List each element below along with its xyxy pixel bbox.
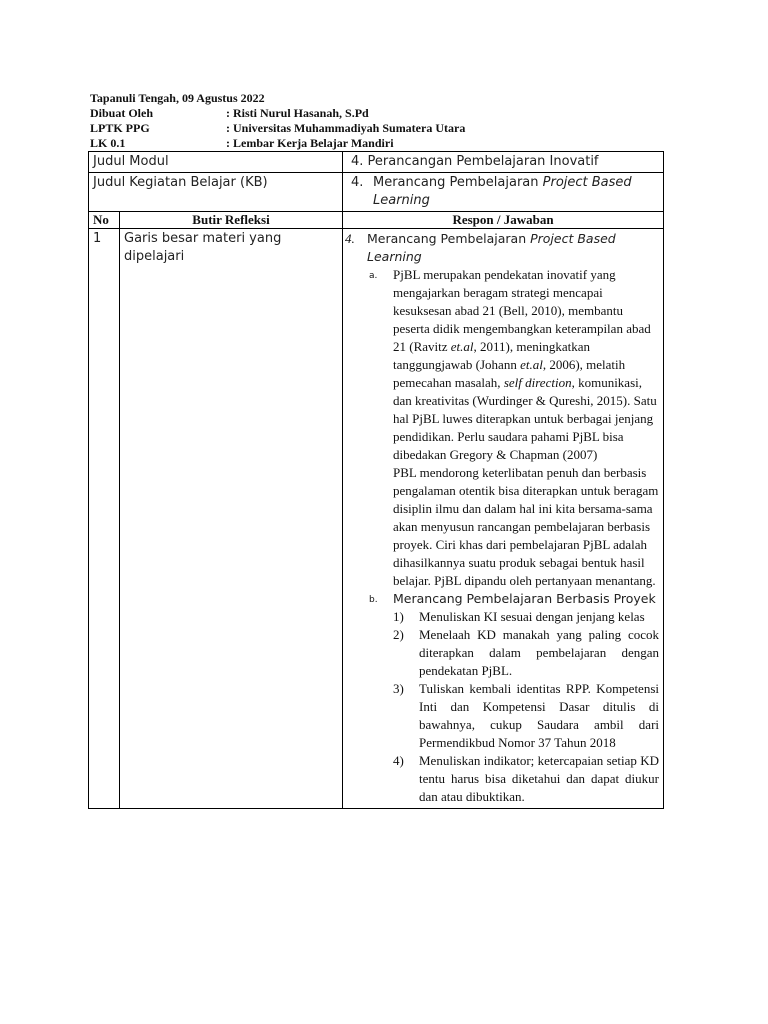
subsection-b <box>369 590 659 806</box>
kb-row <box>89 173 664 212</box>
row-number: 1 <box>89 229 120 809</box>
kb-value-italic: Project Based Learning <box>373 175 632 208</box>
list-item <box>393 680 659 752</box>
text-run: PjBL merupakan pendekatan inovatif yang mengajarkan beragam strategi mencapai kesuksesan abad 21 (Bell, 2010), membantu peserta didik mengembangkan keterampilan abad 21 (Ravitz <box>393 267 651 354</box>
modul-value: Perancangan Pembelajaran Inovatif <box>367 154 599 169</box>
kb-value-cell <box>343 173 664 212</box>
text-run-italic: et.al <box>520 357 543 372</box>
text-run-italic: self direction <box>503 375 572 390</box>
place-date: Tapanuli Tengah, 09 Agustus 2022 <box>90 91 265 105</box>
modul-value-cell <box>343 152 664 173</box>
header-row-lptk <box>90 121 465 136</box>
section-title-italic: Project Based Learning <box>367 231 616 264</box>
head-no: No <box>89 212 120 229</box>
list-item <box>393 626 659 680</box>
subsection-b-title: Merancang Pembelajaran Berbasis Proyek <box>393 591 656 606</box>
reflection-table <box>88 151 664 809</box>
list-item-number: 1) <box>393 609 404 624</box>
row-butir: Garis besar materi yang dipelajari <box>120 229 343 809</box>
list-item <box>393 752 659 806</box>
paragraph-pjbl <box>393 266 659 464</box>
header-key: LK 0.1 <box>90 136 126 150</box>
header-row-author <box>90 106 465 121</box>
kb-number: 4. <box>351 175 364 190</box>
subsection-b-marker: b. <box>369 595 378 605</box>
list-item-text: Tuliskan kembali identitas RPP. Kompetensi Inti dan Kompetensi Dasar ditulis di bawahnya, cukup Saudara ambil dari Permendikbud Nomor 37 Tahun 2018 <box>419 681 660 750</box>
table-head-row <box>89 212 664 229</box>
kb-value-plain: Merancang Pembelajaran <box>373 175 543 190</box>
document-header <box>90 91 465 151</box>
head-butir: Butir Refleksi <box>120 212 343 229</box>
kb-label: Judul Kegiatan Belajar (KB) <box>89 173 343 212</box>
section-heading <box>345 230 659 266</box>
section-number: 4. <box>345 231 355 246</box>
modul-number: 4. <box>351 154 364 169</box>
header-value: : Risti Nurul Hasanah, S.Pd <box>226 106 369 120</box>
list-item <box>393 608 659 626</box>
header-key: Dibuat Oleh <box>90 106 154 120</box>
list-item-text: Menuliskan KI sesuai dengan jenjang kelas <box>419 609 645 624</box>
text-run: , 2006), melatih pemecahan masalah, <box>393 357 626 390</box>
row-respon <box>343 229 664 809</box>
list-item-text: Menelaah KD manakah yang paling cocok diterapkan dalam pembelajaran dengan pendekatan PjBL. <box>419 627 660 678</box>
subsection-a-marker: a. <box>369 271 378 281</box>
modul-row <box>89 152 664 173</box>
list-item-number: 3) <box>393 681 404 696</box>
list-item-text: Menuliskan indikator; ketercapaian setiap KD tentu harus bisa diketahui dan dapat diukur dan atau dibuktikan. <box>419 753 660 804</box>
list-item-number: 4) <box>393 753 404 768</box>
list-item-number: 2) <box>393 627 404 642</box>
header-row-lk <box>90 136 465 151</box>
table-row <box>89 229 664 809</box>
text-run-italic: et.al <box>450 339 474 354</box>
head-respon: Respon / Jawaban <box>343 212 664 229</box>
paragraph-pbl: PBL mendorong keterlibatan penuh dan berbasis pengalaman otentik bisa diterapkan untuk beragam disiplin ilmu dan dalam hal ini kita bersama-sama akan menyusun rancangan pembelajaran berbasis proyek. Ciri khas dari pembelajaran PjBL adalah dihasilkannya suatu produk sebagai bentuk hasil belajar. PjBL dipandu oleh pertanyaan menantang. <box>393 465 659 588</box>
text-run: , 2011), meningkatkan tanggungjawab (Johann <box>393 339 591 372</box>
text-run: , komunikasi, dan kreativitas (Wurdinger & Qureshi, 2015). Satu hal PjBL luwes diterapkan untuk berbagai jenjang pendidikan. Perlu saudara pahami PjBL bisa dibedakan Gregory & Chapman (2007) <box>393 375 657 462</box>
header-key: LPTK PPG <box>90 121 150 135</box>
section-title-plain: Merancang Pembelajaran <box>367 231 531 246</box>
step-list <box>393 608 659 806</box>
subsection-a <box>369 266 659 590</box>
header-value: : Lembar Kerja Belajar Mandiri <box>226 136 394 150</box>
header-value: : Universitas Muhammadiyah Sumatera Utara <box>226 121 466 135</box>
modul-label: Judul Modul <box>89 152 343 173</box>
